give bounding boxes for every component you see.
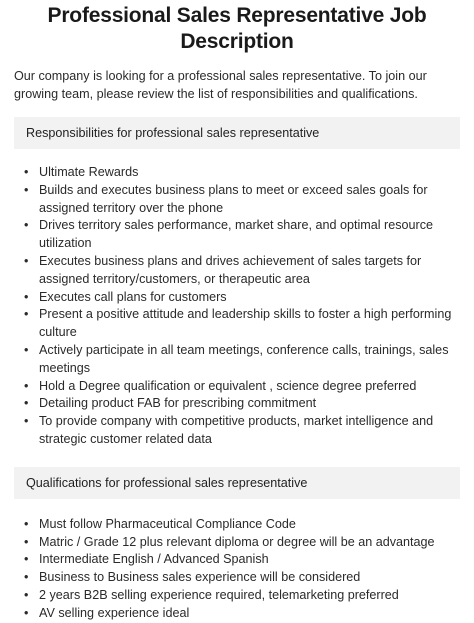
- list-item-text: Drives territory sales performance, market share, and optimal resource utilization: [39, 218, 434, 251]
- bullet-icon: •: [24, 516, 29, 531]
- bullet-icon: •: [24, 307, 29, 322]
- list-item-text: Intermediate English / Advanced Spanish: [39, 552, 269, 567]
- bullet-icon: •: [24, 289, 29, 304]
- list-item: [14, 395, 460, 413]
- qualifications-list: [14, 516, 460, 623]
- qualifications-heading-text: Qualifications for professional sales representative: [26, 475, 308, 490]
- list-item-text: Executes business plans and drives achievement of sales targets for assigned territory/customers, or therapeutic area: [39, 253, 422, 286]
- list-item: [14, 253, 460, 289]
- qualifications-heading: [14, 467, 460, 499]
- bullet-icon: •: [24, 587, 29, 602]
- list-item-text: Ultimate Rewards: [39, 165, 139, 179]
- bullet-icon: •: [24, 378, 29, 393]
- list-item-text: AV selling experience ideal: [39, 605, 190, 620]
- bullet-icon: •: [24, 552, 29, 567]
- list-item: [14, 217, 460, 253]
- list-item-text: 2 years B2B selling experience required, telemarketing preferred: [39, 587, 399, 602]
- list-item: [14, 534, 460, 552]
- bullet-icon: •: [24, 570, 29, 585]
- list-item-text: Matric / Grade 12 plus relevant diploma or degree will be an advantage: [39, 534, 435, 549]
- list-item: [14, 605, 460, 623]
- list-item: [14, 306, 460, 342]
- list-item: [14, 378, 460, 396]
- list-item: [14, 182, 460, 218]
- bullet-icon: •: [24, 534, 29, 549]
- responsibilities-heading-text: Responsibilities for professional sales representative: [26, 126, 320, 140]
- list-item: [14, 569, 460, 587]
- intro-paragraph: Our company is looking for a professional sales representative. To join our growing team, please review the list of responsibilities and qualifications.: [14, 69, 427, 101]
- list-item-text: Present a positive attitude and leadership skills to foster a high performing culture: [39, 307, 452, 340]
- list-item: [14, 551, 460, 569]
- list-item-text: Hold a Degree qualification or equivalent , science degree preferred: [39, 378, 417, 393]
- list-item: [14, 164, 460, 182]
- list-item: [14, 342, 460, 378]
- list-item-text: Builds and executes business plans to meet or exceed sales goals for assigned territory over the phone: [39, 182, 428, 215]
- bullet-icon: •: [24, 182, 29, 197]
- list-item: [14, 413, 460, 449]
- bullet-icon: •: [24, 253, 29, 268]
- bullet-icon: •: [24, 605, 29, 620]
- list-item: [14, 516, 460, 534]
- responsibilities-heading: [14, 117, 460, 149]
- list-item: [14, 587, 460, 605]
- bullet-icon: •: [24, 414, 29, 429]
- list-item-text: Detailing product FAB for prescribing commitment: [39, 396, 317, 411]
- bullet-icon: •: [24, 218, 29, 233]
- list-item-text: Executes call plans for customers: [39, 289, 227, 304]
- responsibilities-list: [14, 164, 460, 449]
- list-item: [14, 289, 460, 307]
- list-item-text: To provide company with competitive products, market intelligence and strategic customer related data: [39, 414, 434, 446]
- list-item-text: Must follow Pharmaceutical Compliance Code: [39, 516, 296, 531]
- bullet-icon: •: [24, 165, 29, 179]
- list-item-text: Business to Business sales experience will be considered: [39, 570, 361, 585]
- list-item-text: Actively participate in all team meetings, conference calls, trainings, sales meetings: [39, 342, 449, 375]
- page-title: Professional Sales Representative Job Description: [47, 4, 427, 53]
- bullet-icon: •: [24, 396, 29, 411]
- bullet-icon: •: [24, 342, 29, 357]
